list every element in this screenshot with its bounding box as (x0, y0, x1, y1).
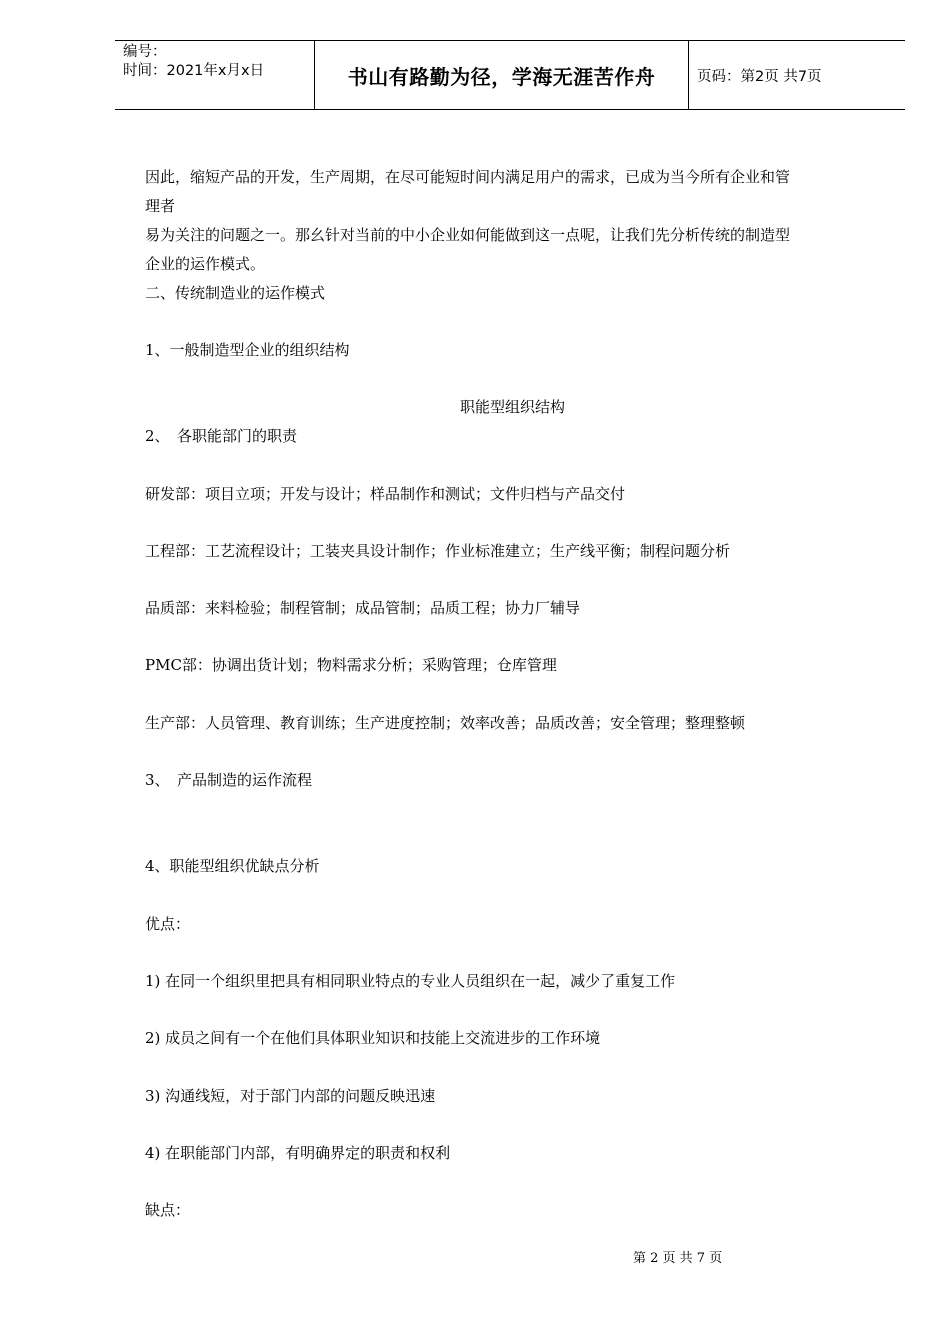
doc-date: 时间：2021年x月x日 (123, 63, 265, 79)
subsection-heading: 2、 各职能部门的职责 (145, 427, 298, 445)
duty-quality: 品质部：来料检验；制程管制；成品管制；品质工程；协力厂辅导 (145, 599, 581, 617)
paragraph-line: 企业的运作模式。 (145, 255, 266, 273)
advantage-item: 3) 沟通线短，对于部门内部的问题反映迅速 (145, 1087, 436, 1105)
header-motto: 书山有路勤为径，学海无涯苦作舟 (315, 41, 689, 109)
advantage-item: 4) 在职能部门内部，有明确界定的职责和权利 (145, 1144, 451, 1162)
advantage-item: 1) 在同一个组织里把具有相同职业特点的专业人员组织在一起，减少了重复工作 (145, 972, 676, 990)
section-heading: 二、传统制造业的运作模式 (145, 284, 326, 302)
subsection-heading: 3、 产品制造的运作流程 (145, 771, 313, 789)
page-footer: 第 2 页 共 7 页 (633, 1251, 723, 1266)
duty-engineering: 工程部：工艺流程设计；工装夹具设计制作；作业标准建立；生产线平衡；制程问题分析 (145, 542, 731, 560)
advantage-item: 2) 成员之间有一个在他们具体职业知识和技能上交流进步的工作环境 (145, 1029, 601, 1047)
disadvantages-heading: 缺点： (145, 1201, 191, 1219)
figure-caption: 职能型组织结构 (459, 398, 565, 416)
doc-number: 编号： (123, 44, 167, 60)
page-header (115, 40, 905, 110)
header-meta (115, 41, 315, 109)
duty-pmc: PMC部：协调出货计划；物料需求分析；采购管理；仓库管理 (145, 656, 557, 674)
duty-production: 生产部：人员管理、教育训练；生产进度控制；效率改善；品质改善；安全管理；整理整顿 (145, 714, 746, 732)
paragraph-line: 理者 (145, 197, 176, 215)
paragraph-line: 易为关注的问题之一。那幺针对当前的中小企业如何能做到这一点呢，让我们先分析传统的制造型 (145, 226, 791, 244)
paragraph-line: 因此，缩短产品的开发，生产周期，在尽可能短时间内满足用户的需求，已成为当今所有企业和管 (145, 168, 791, 186)
advantages-heading: 优点： (145, 915, 191, 933)
duty-rnd: 研发部：项目立项；开发与设计；样品制作和测试；文件归档与产品交付 (145, 485, 626, 503)
subsection-heading: 1、一般制造型企业的组织结构 (145, 341, 350, 359)
header-page-number: 页码：第2页 共7页 (697, 68, 822, 85)
subsection-heading: 4、职能型组织优缺点分析 (145, 857, 320, 875)
